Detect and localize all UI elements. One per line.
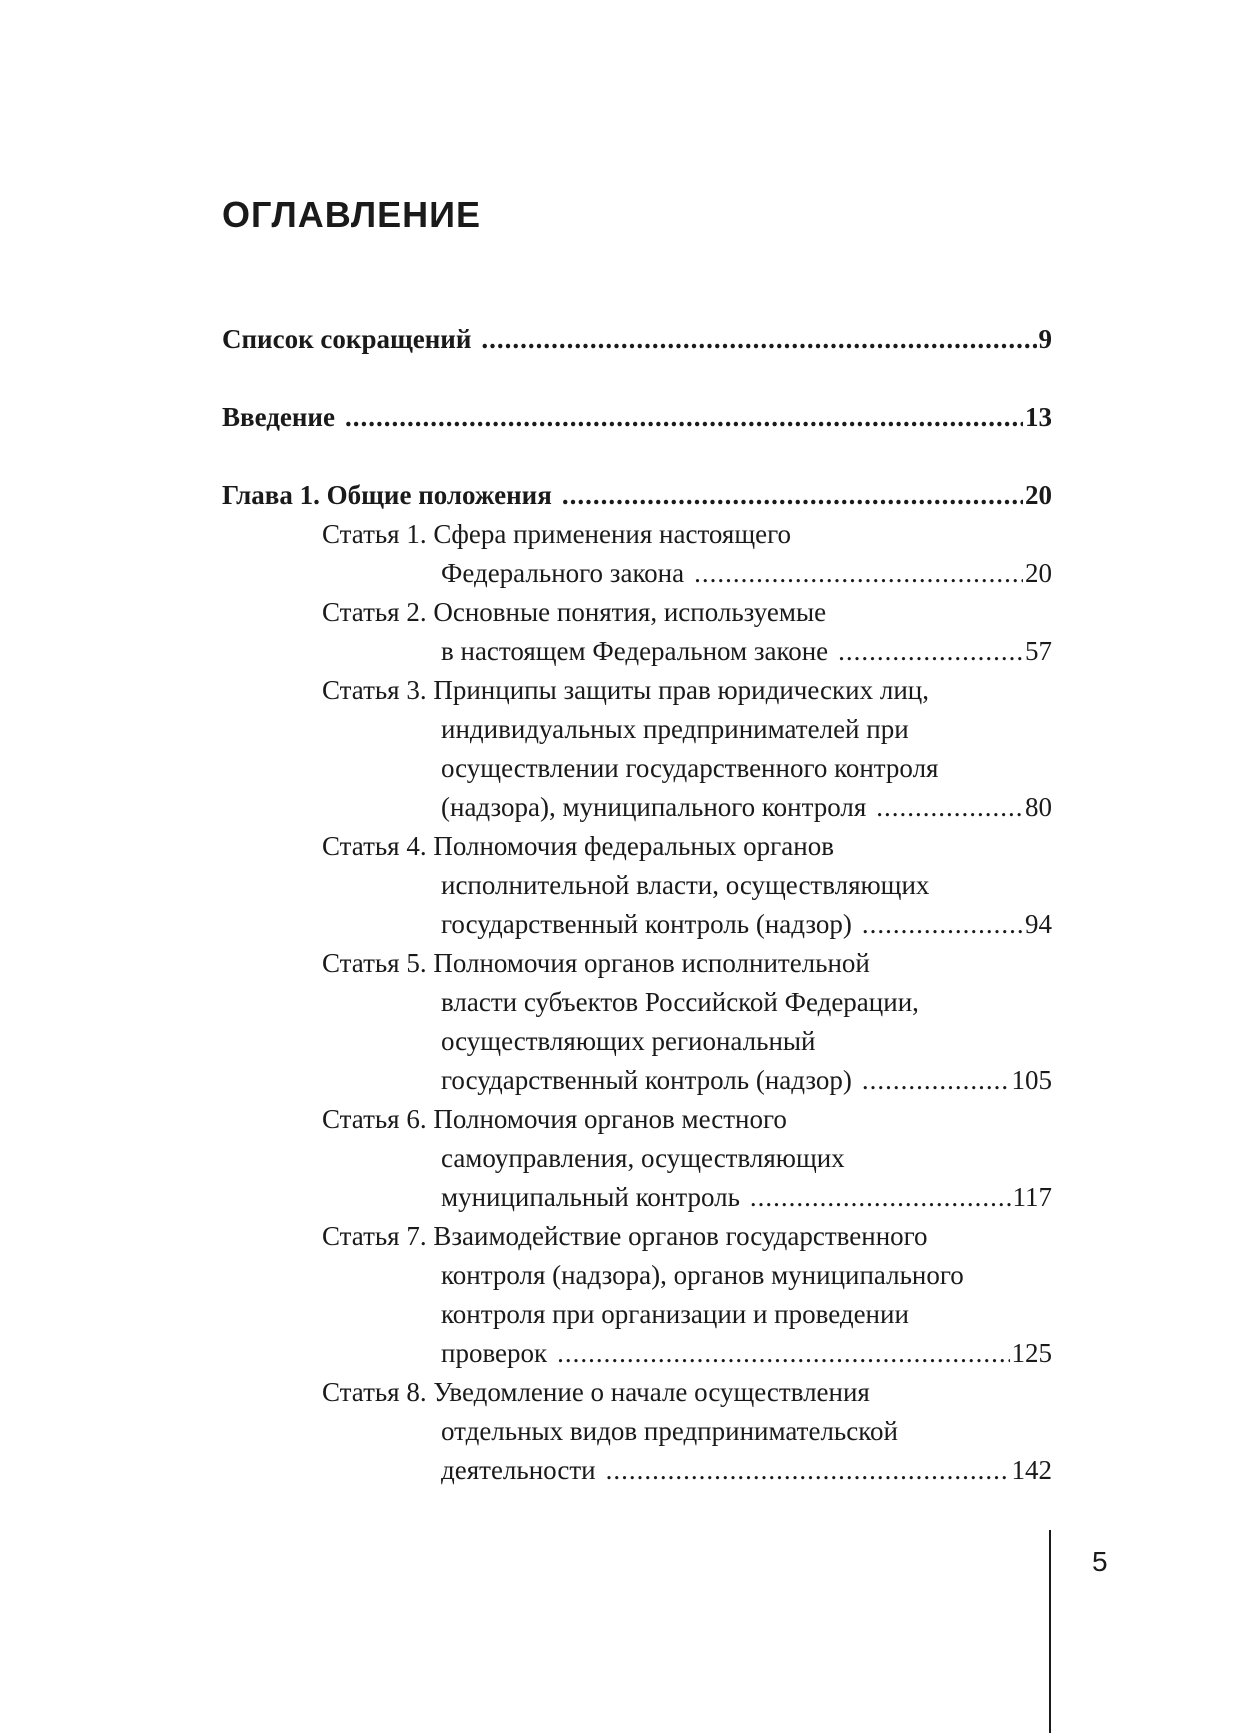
toc-entry-line [322, 827, 1052, 866]
toc-entry-title [441, 1451, 596, 1490]
toc-entry-page: 94 [1025, 909, 1052, 939]
toc-entry-line [322, 632, 1052, 671]
toc-entry-line [322, 1412, 1052, 1451]
article-title-line: Основные понятия, используемые [433, 597, 827, 627]
article-title-line: самоуправления, осуществляющих [441, 1143, 845, 1173]
article-label: Статья 8. [322, 1377, 427, 1407]
dot-leader [838, 632, 1023, 671]
article-label: Статья 4. [322, 831, 427, 861]
toc-entry-title [441, 1178, 740, 1217]
dot-leader [862, 1061, 1010, 1100]
article-label: Статья 1. [322, 519, 427, 549]
toc-entry-title [441, 1061, 852, 1100]
toc-entry-line [322, 1178, 1052, 1217]
toc-entry-title: Глава 1. Общие положения [222, 480, 552, 510]
article-title-line: Взаимодействие органов государственного [433, 1221, 928, 1251]
table-of-contents [222, 320, 1052, 1490]
toc-entry-title [441, 632, 828, 671]
article-title-line: муниципальный контроль [441, 1182, 740, 1212]
page-title: ОГЛАВЛЕНИЕ [222, 194, 482, 235]
toc-entry-page: 80 [1025, 792, 1052, 822]
article-title-line: контроля при организации и проведении [441, 1299, 909, 1329]
toc-entry-article-2[interactable] [222, 593, 1052, 671]
toc-entry-article-5[interactable] [222, 944, 1052, 1100]
dot-leader [557, 1334, 1009, 1373]
article-title-line: Федерального закона [441, 558, 685, 588]
article-title-line: государственный контроль (надзор) [441, 1065, 852, 1095]
toc-entry-line [322, 1256, 1052, 1295]
toc-entry-title: Список сокращений [222, 324, 472, 354]
toc-entry-page: 20 [1025, 558, 1052, 588]
toc-entry-title [441, 554, 684, 593]
toc-entry-page: 13 [1025, 402, 1052, 432]
toc-entry-article-8[interactable] [222, 1373, 1052, 1490]
article-title-line: власти субъектов Российской Федерации, [441, 987, 919, 1017]
toc-entry-article-7[interactable] [222, 1217, 1052, 1373]
article-title-line: Уведомление о начале осуществления [433, 1377, 870, 1407]
dot-leader [862, 905, 1023, 944]
toc-entry-line [322, 1061, 1052, 1100]
dot-leader [750, 1178, 1011, 1217]
toc-entry-line [322, 749, 1052, 788]
article-title-line: Полномочия органов местного [433, 1104, 787, 1134]
dot-leader [876, 788, 1023, 827]
toc-entry-title [441, 1334, 547, 1373]
toc-entry-line [322, 1373, 1052, 1412]
article-title-line: (надзора), муниципального контроля [441, 792, 867, 822]
page-edge-rule [1049, 1530, 1051, 1733]
toc-entry-line [322, 905, 1052, 944]
toc-entry-line [322, 1100, 1052, 1139]
toc-entry-line [322, 515, 1052, 554]
toc-entry-line [322, 1217, 1052, 1256]
toc-entry-line [322, 1139, 1052, 1178]
toc-entry-line [322, 1022, 1052, 1061]
article-title-line: отдельных видов предпринимательской [441, 1416, 898, 1446]
toc-entry-article-3[interactable] [222, 671, 1052, 827]
article-title-line: в настоящем Федеральном законе [441, 636, 829, 666]
toc-entry-title [441, 905, 852, 944]
article-title-line: проверок [441, 1338, 548, 1368]
toc-entry-line [322, 866, 1052, 905]
toc-entry-line [322, 983, 1052, 1022]
toc-entry-line [322, 593, 1052, 632]
toc-entry-line [322, 1295, 1052, 1334]
toc-entry-chapter-1[interactable] [222, 476, 1052, 515]
article-list [222, 515, 1052, 1490]
toc-entry-page: 117 [1012, 1182, 1052, 1212]
toc-entry-page: 142 [1011, 1455, 1052, 1485]
article-title-line: деятельности [441, 1455, 596, 1485]
toc-entry-line [322, 710, 1052, 749]
toc-entry-abbreviations[interactable] [222, 320, 1052, 359]
toc-entry-line [322, 554, 1052, 593]
toc-entry-article-1[interactable] [222, 515, 1052, 593]
article-title-line: исполнительной власти, осуществляющих [441, 870, 930, 900]
article-title-line: индивидуальных предпринимателей при [441, 714, 909, 744]
toc-entry-line [322, 944, 1052, 983]
article-label: Статья 7. [322, 1221, 427, 1251]
article-label: Статья 2. [322, 597, 427, 627]
dot-leader [345, 398, 1023, 437]
toc-entry-page: 20 [1025, 480, 1052, 510]
toc-entry-line [322, 788, 1052, 827]
toc-entry-page: 105 [1011, 1065, 1052, 1095]
toc-entry-title: Введение [222, 402, 335, 432]
page-number: 5 [1092, 1546, 1108, 1577]
toc-entry-page: 125 [1011, 1338, 1052, 1368]
article-label: Статья 3. [322, 675, 427, 705]
toc-entry-line [322, 1334, 1052, 1373]
article-title-line: государственный контроль (надзор) [441, 909, 852, 939]
article-label: Статья 5. [322, 948, 427, 978]
article-title-line: Полномочия органов исполнительной [433, 948, 870, 978]
toc-entry-page: 9 [1038, 324, 1052, 354]
dot-leader [481, 320, 1036, 359]
toc-entry-line [322, 671, 1052, 710]
article-title-line: осуществлении государственного контроля [441, 753, 939, 783]
toc-entry-article-6[interactable] [222, 1100, 1052, 1217]
toc-entry-page: 57 [1025, 636, 1052, 666]
toc-entry-line [322, 1451, 1052, 1490]
toc-entry-title [441, 788, 866, 827]
article-title-line: осуществляющих региональный [441, 1026, 816, 1056]
article-title-line: контроля (надзора), органов муниципального [441, 1260, 964, 1290]
dot-leader [694, 554, 1023, 593]
toc-entry-introduction[interactable] [222, 398, 1052, 437]
dot-leader [606, 1451, 1010, 1490]
toc-entry-article-4[interactable] [222, 827, 1052, 944]
article-title-line: Принципы защиты прав юридических лиц, [433, 675, 929, 705]
article-label: Статья 6. [322, 1104, 427, 1134]
article-title-line: Сфера применения настоящего [433, 519, 791, 549]
article-title-line: Полномочия федеральных органов [433, 831, 834, 861]
dot-leader [562, 476, 1023, 515]
